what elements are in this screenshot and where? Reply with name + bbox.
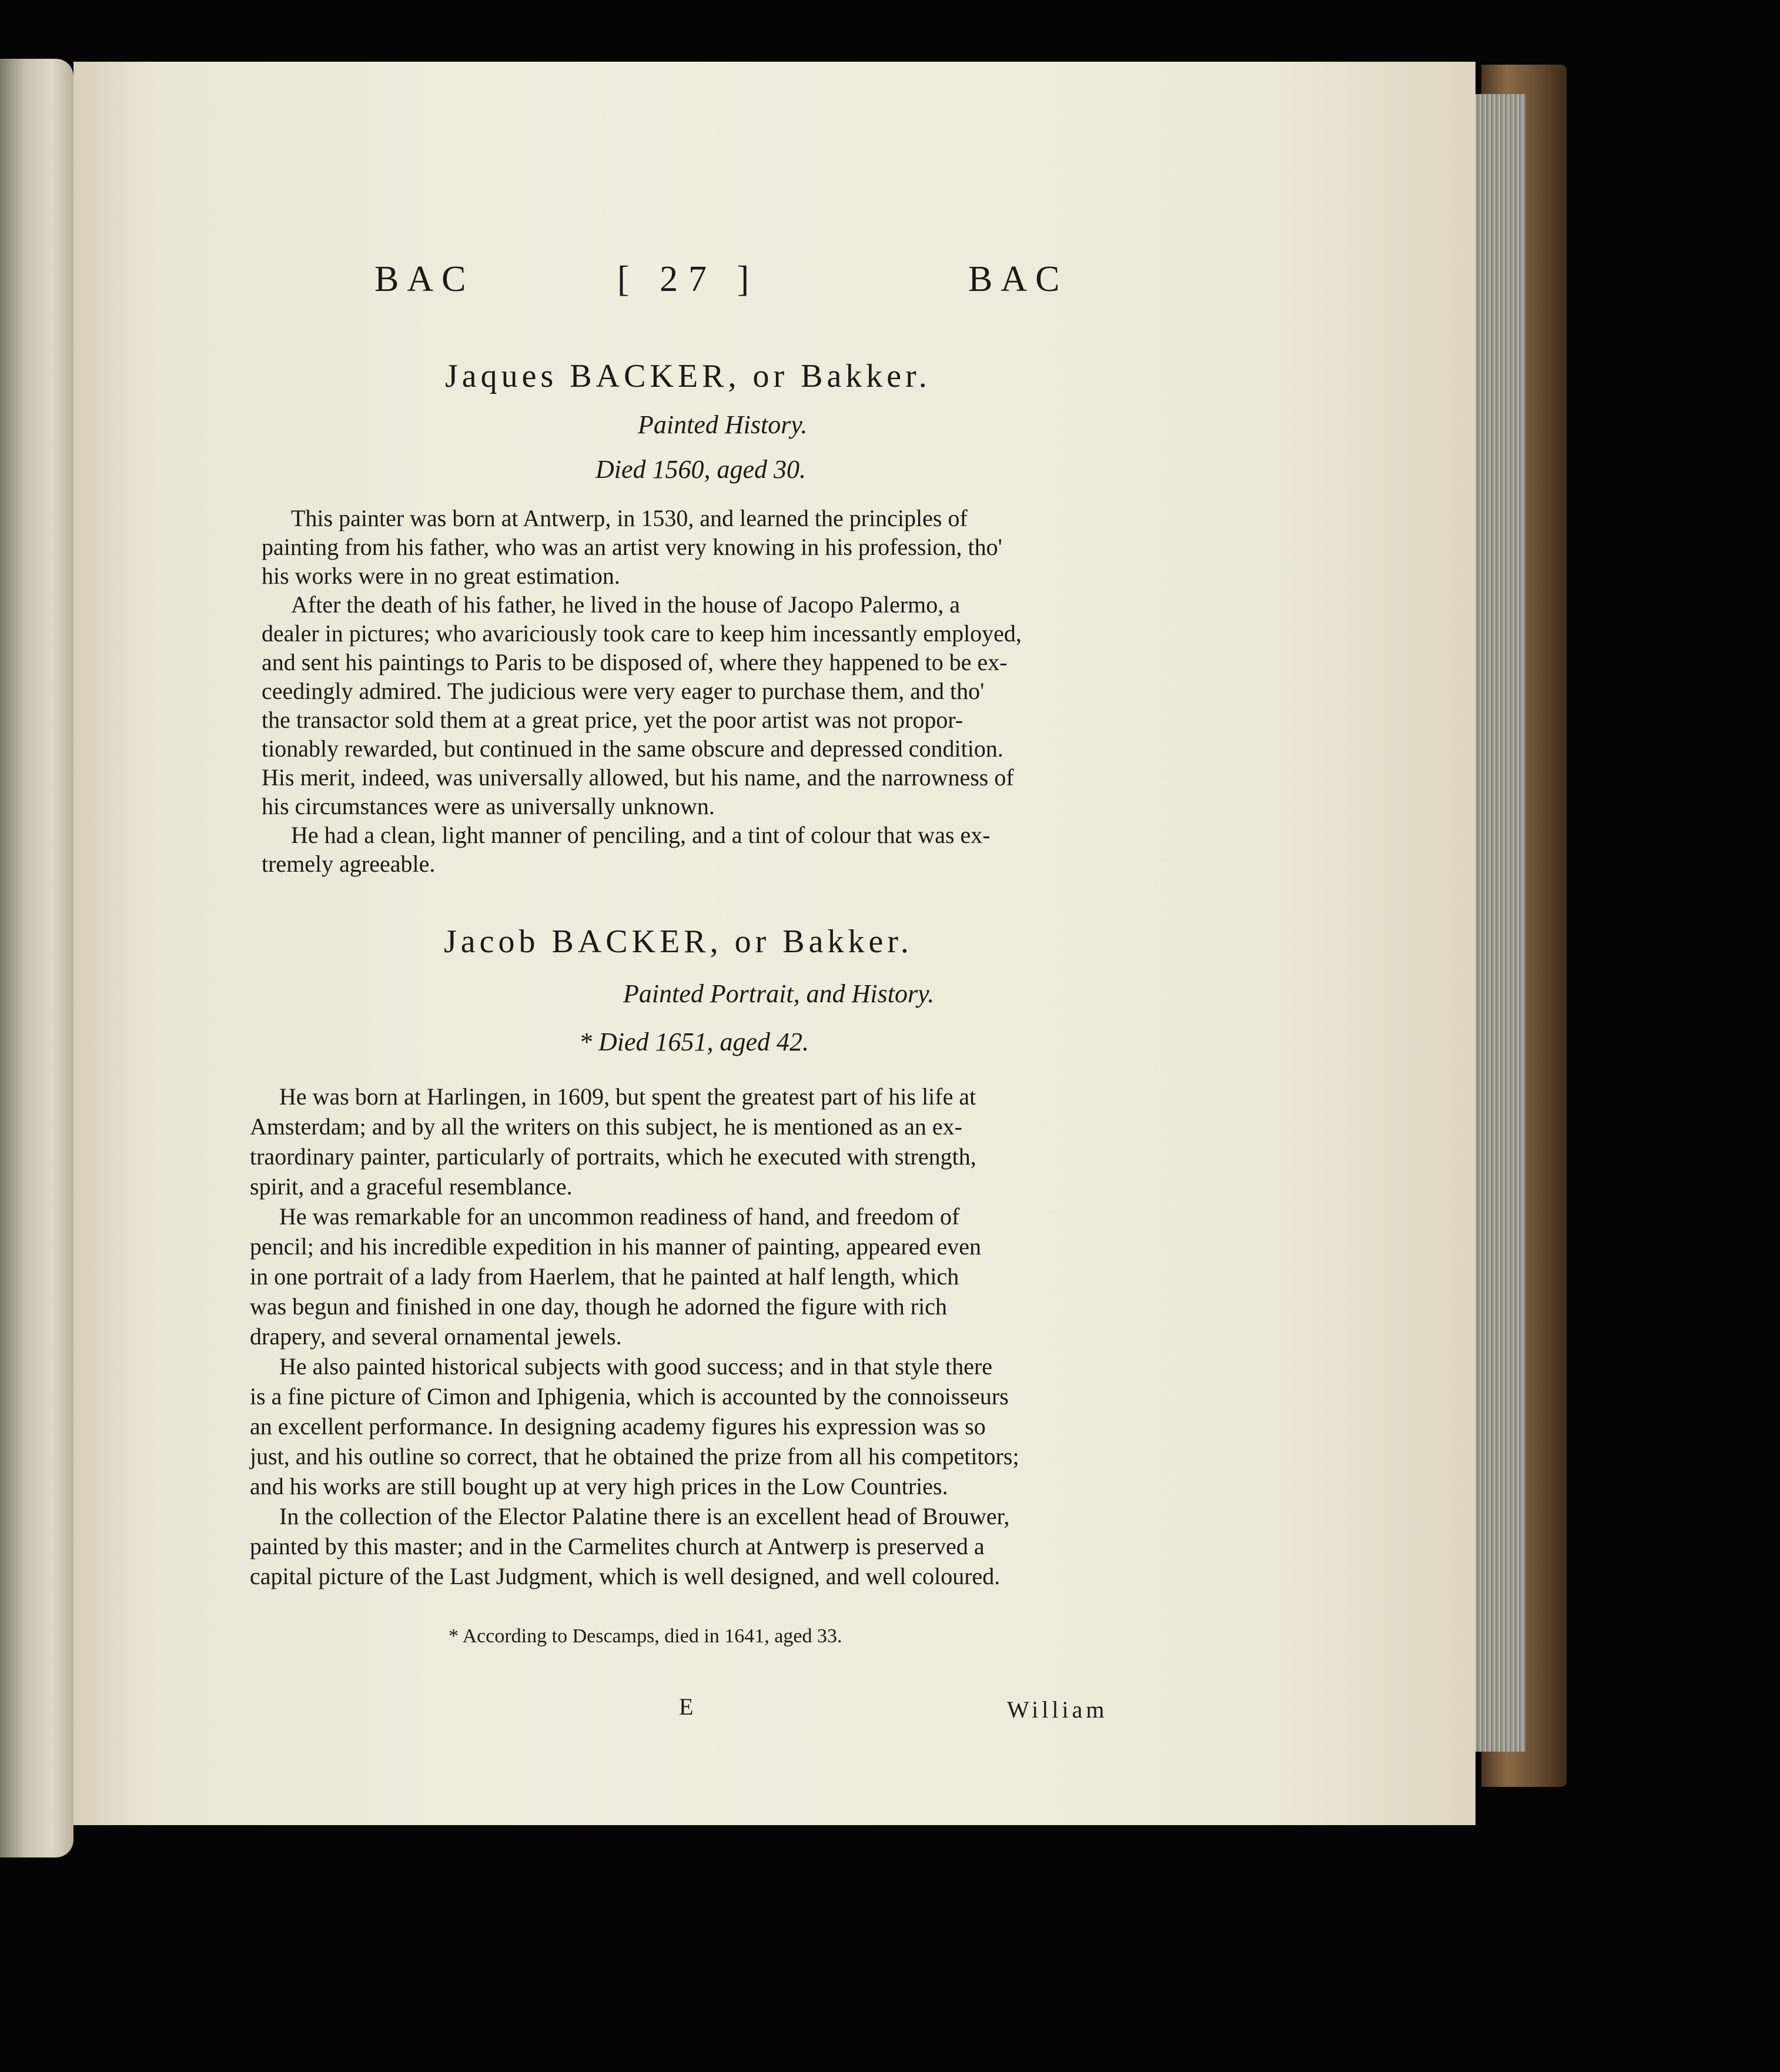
book-page [73, 62, 1475, 1825]
entry-1-line: dealer in pictures; who avariciously took care to keep him incessantly employed, [262, 620, 1022, 647]
entry-1-line: ceedingly admired. The judicious were very eager to purchase them, and tho' [262, 678, 985, 704]
entry-2-line: Amsterdam; and by all the writers on this subject, he is mentioned as an ex- [250, 1113, 962, 1140]
entry-2-line: spirit, and a graceful resemblance. [250, 1173, 573, 1200]
entry-1-line: His merit, indeed, was universally allowed, but his name, and the narrowness of [262, 764, 1014, 791]
entry-1-line: After the death of his father, he lived in the house of Jacopo Palermo, a [291, 591, 961, 618]
entry-1-line: painting from his father, who was an artist very knowing in his profession, tho' [262, 534, 1002, 560]
entry-1-line: He had a clean, light manner of penciling, and a tint of colour that was ex- [291, 822, 991, 848]
entry-1-subtitle: Painted History. [638, 410, 808, 439]
entry-2-line: was begun and finished in one day, though he adorned the figure with rich [250, 1293, 947, 1320]
entry-1-line: his circumstances were as universally unknown. [262, 793, 715, 819]
entry-2-line: in one portrait of a lady from Haerlem, that he painted at half length, which [250, 1263, 959, 1290]
entry-2-died: * Died 1651, aged 42. [579, 1027, 809, 1056]
entry-2-body [250, 1082, 1248, 1591]
entry-1-line: and sent his paintings to Paris to be disposed of, where they happened to be ex- [262, 649, 1008, 675]
running-head-left: BAC [374, 259, 474, 299]
entry-2-line: He also painted historical subjects with good success; and in that style there [279, 1353, 993, 1380]
entry-2-line: painted by this master; and in the Carmelites church at Antwerp is preserved a [250, 1533, 985, 1559]
page-fore-edge [1470, 94, 1525, 1752]
footnote: * According to Descamps, died in 1641, aged 33. [449, 1625, 842, 1647]
entry-2-line: is a fine picture of Cimon and Iphigenia, which is accounted by the connoisseurs [250, 1383, 1009, 1410]
entry-2-line: pencil; and his incredible expedition in his manner of painting, appeared even [250, 1233, 982, 1260]
entry-2-line: capital picture of the Last Judgment, which is well designed, and well coloured. [250, 1563, 1001, 1589]
entry-2-title: Jacob BACKER, or Bakker. [444, 923, 913, 960]
entry-1-line: tremely agreeable. [262, 851, 436, 877]
page-number: [ 27 ] [617, 259, 760, 299]
running-head-right: BAC [968, 259, 1068, 299]
entry-2-line: just, and his outline so correct, that he obtained the prize from all his competitors; [250, 1443, 1019, 1470]
entry-2-line: and his works are still bought up at very high prices in the Low Countries. [250, 1473, 948, 1499]
entry-1-line: This painter was born at Antwerp, in 1530, and learned the principles of [291, 505, 968, 531]
entry-2-line: traordinary painter, particularly of portraits, which he executed with strength, [250, 1143, 976, 1170]
entry-1-title: Jaques BACKER, or Bakker. [445, 358, 931, 394]
catchword: William [1007, 1696, 1108, 1723]
previous-page-edge [0, 59, 73, 1857]
entry-1-line: tionably rewarded, but continued in the same obscure and depressed condition. [262, 735, 1003, 762]
entry-1-line: the transactor sold them at a great price, yet the poor artist was not propor- [262, 707, 963, 733]
entry-2-line: He was born at Harlingen, in 1609, but spent the greatest part of his life at [279, 1083, 976, 1110]
entry-1-body [262, 504, 1260, 878]
entry-1-line: his works were in no great estimation. [262, 563, 620, 589]
signature-mark: E [679, 1693, 697, 1720]
entry-2-line: an excellent performance. In designing academy figures his expression was so [250, 1413, 986, 1440]
entry-2-line: drapery, and several ornamental jewels. [250, 1323, 622, 1350]
entry-2-subtitle: Painted Portrait, and History. [623, 979, 935, 1008]
entry-1-died: Died 1560, aged 30. [595, 455, 807, 484]
entry-2-line: In the collection of the Elector Palatine there is an excellent head of Brouwer, [279, 1503, 1010, 1529]
entry-2-line: He was remarkable for an uncommon readiness of hand, and freedom of [279, 1203, 960, 1230]
